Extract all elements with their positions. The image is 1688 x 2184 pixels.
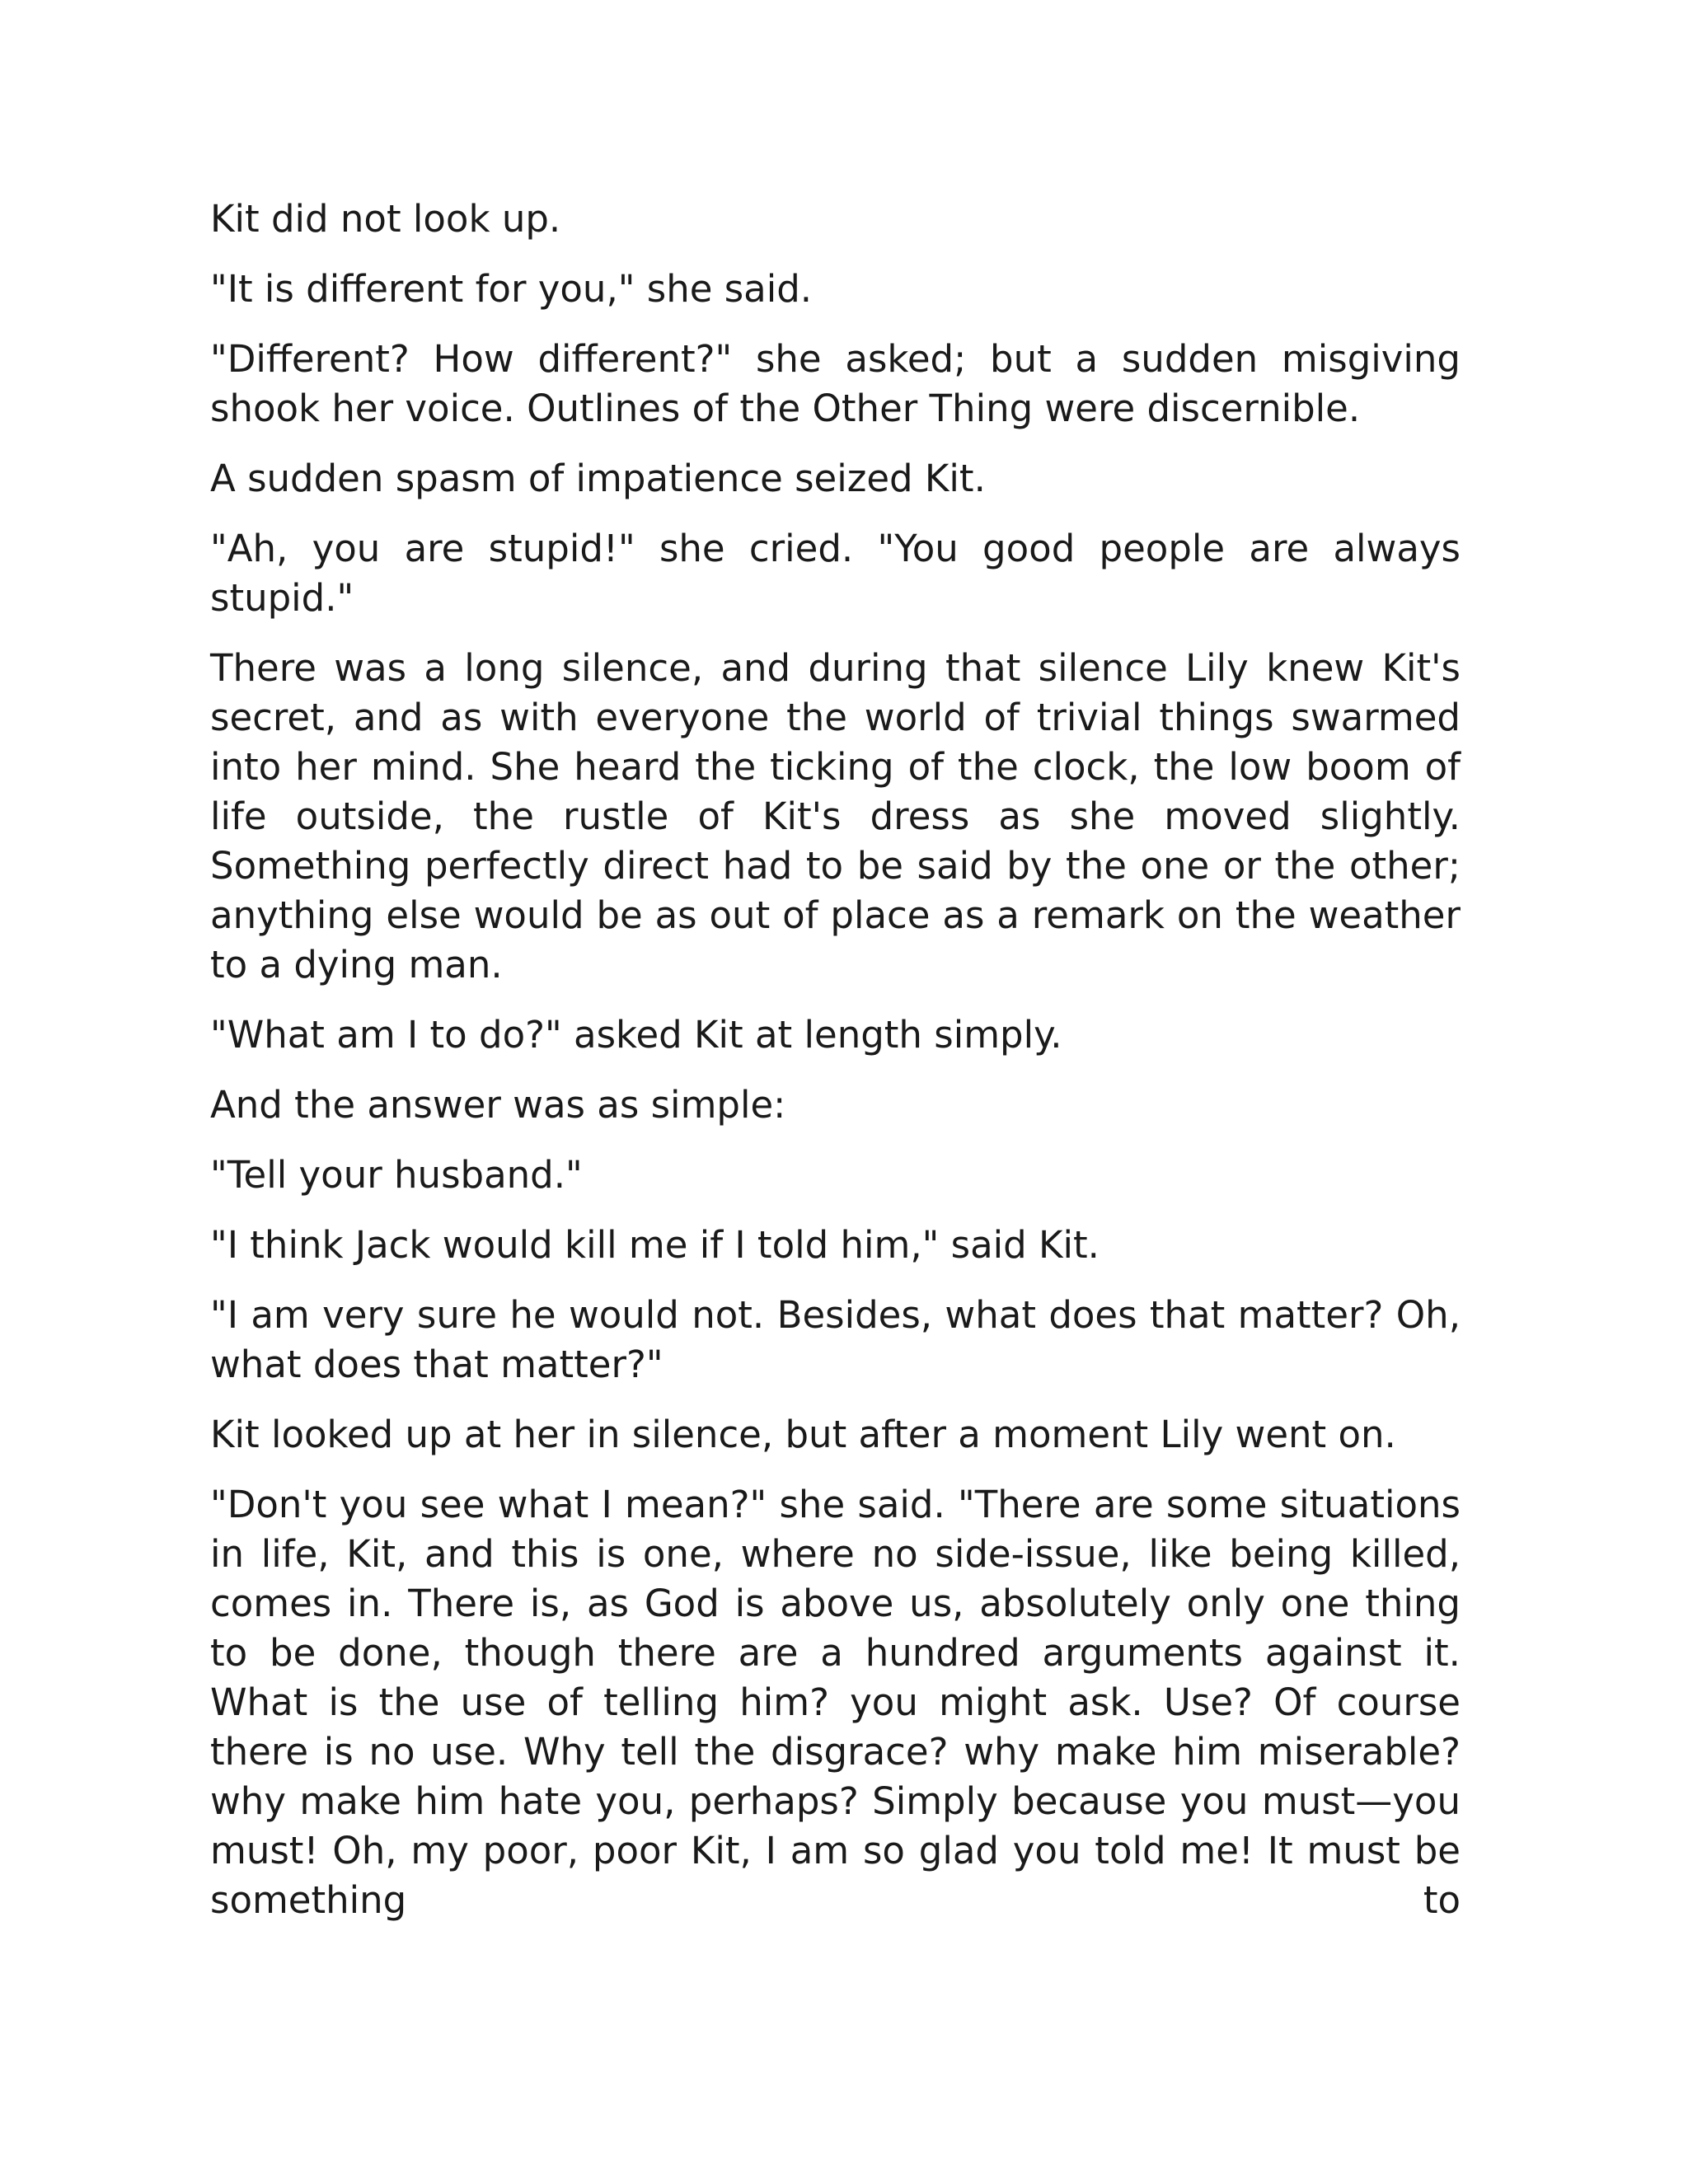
paragraph: "What am I to do?" asked Kit at length simply. bbox=[210, 1013, 1062, 1057]
paragraph: "I am very sure he would not. Besides, what does that matter? Oh, what does that matter?" bbox=[210, 1293, 1461, 1386]
paragraph: Kit looked up at her in silence, but after a moment Lily went on. bbox=[210, 1413, 1396, 1456]
paragraph: A sudden spasm of impatience seized Kit. bbox=[210, 457, 986, 500]
paragraph: There was a long silence, and during that silence Lily knew Kit's secret, and as with everyone the world of trivial things swarmed into her mind. She heard the ticking of the clock, the low boom of life outside, the rustle of Kit's dress as she moved slightly. Something perfectly direct had to be said by the one or the other; anything else would be as out of place as a remark on the weather to a dying man. bbox=[210, 646, 1461, 987]
paragraph: "Different? How different?" she asked; but a sudden misgiving shook her voice. Outlines of the Other Thing were discernible. bbox=[210, 337, 1461, 430]
paragraph: Kit did not look up. bbox=[210, 197, 561, 241]
paragraph: "It is different for you," she said. bbox=[210, 267, 813, 311]
paragraph: "Ah, you are stupid!" she cried. "You good people are always stupid." bbox=[210, 527, 1461, 620]
paragraph: And the answer was as simple: bbox=[210, 1083, 786, 1127]
document-page bbox=[210, 194, 1461, 1946]
paragraph: "I think Jack would kill me if I told him," said Kit. bbox=[210, 1223, 1100, 1267]
paragraph: "Don't you see what I mean?" she said. "There are some situations in life, Kit, and this is one, where no side-issue, like being killed, comes in. There is, as God is above us, absolutely only one thing to be done, though there are a hundred arguments against it. What is the use of telling him? you might ask. Use? Of course there is no use. Why tell the disgrace? why make him miserable? why make him hate you, perhaps? Simply because you must—you must! Oh, my poor, poor Kit, I am so glad you told me! It must be something to bbox=[210, 1483, 1461, 1922]
paragraph: "Tell your husband." bbox=[210, 1153, 583, 1197]
